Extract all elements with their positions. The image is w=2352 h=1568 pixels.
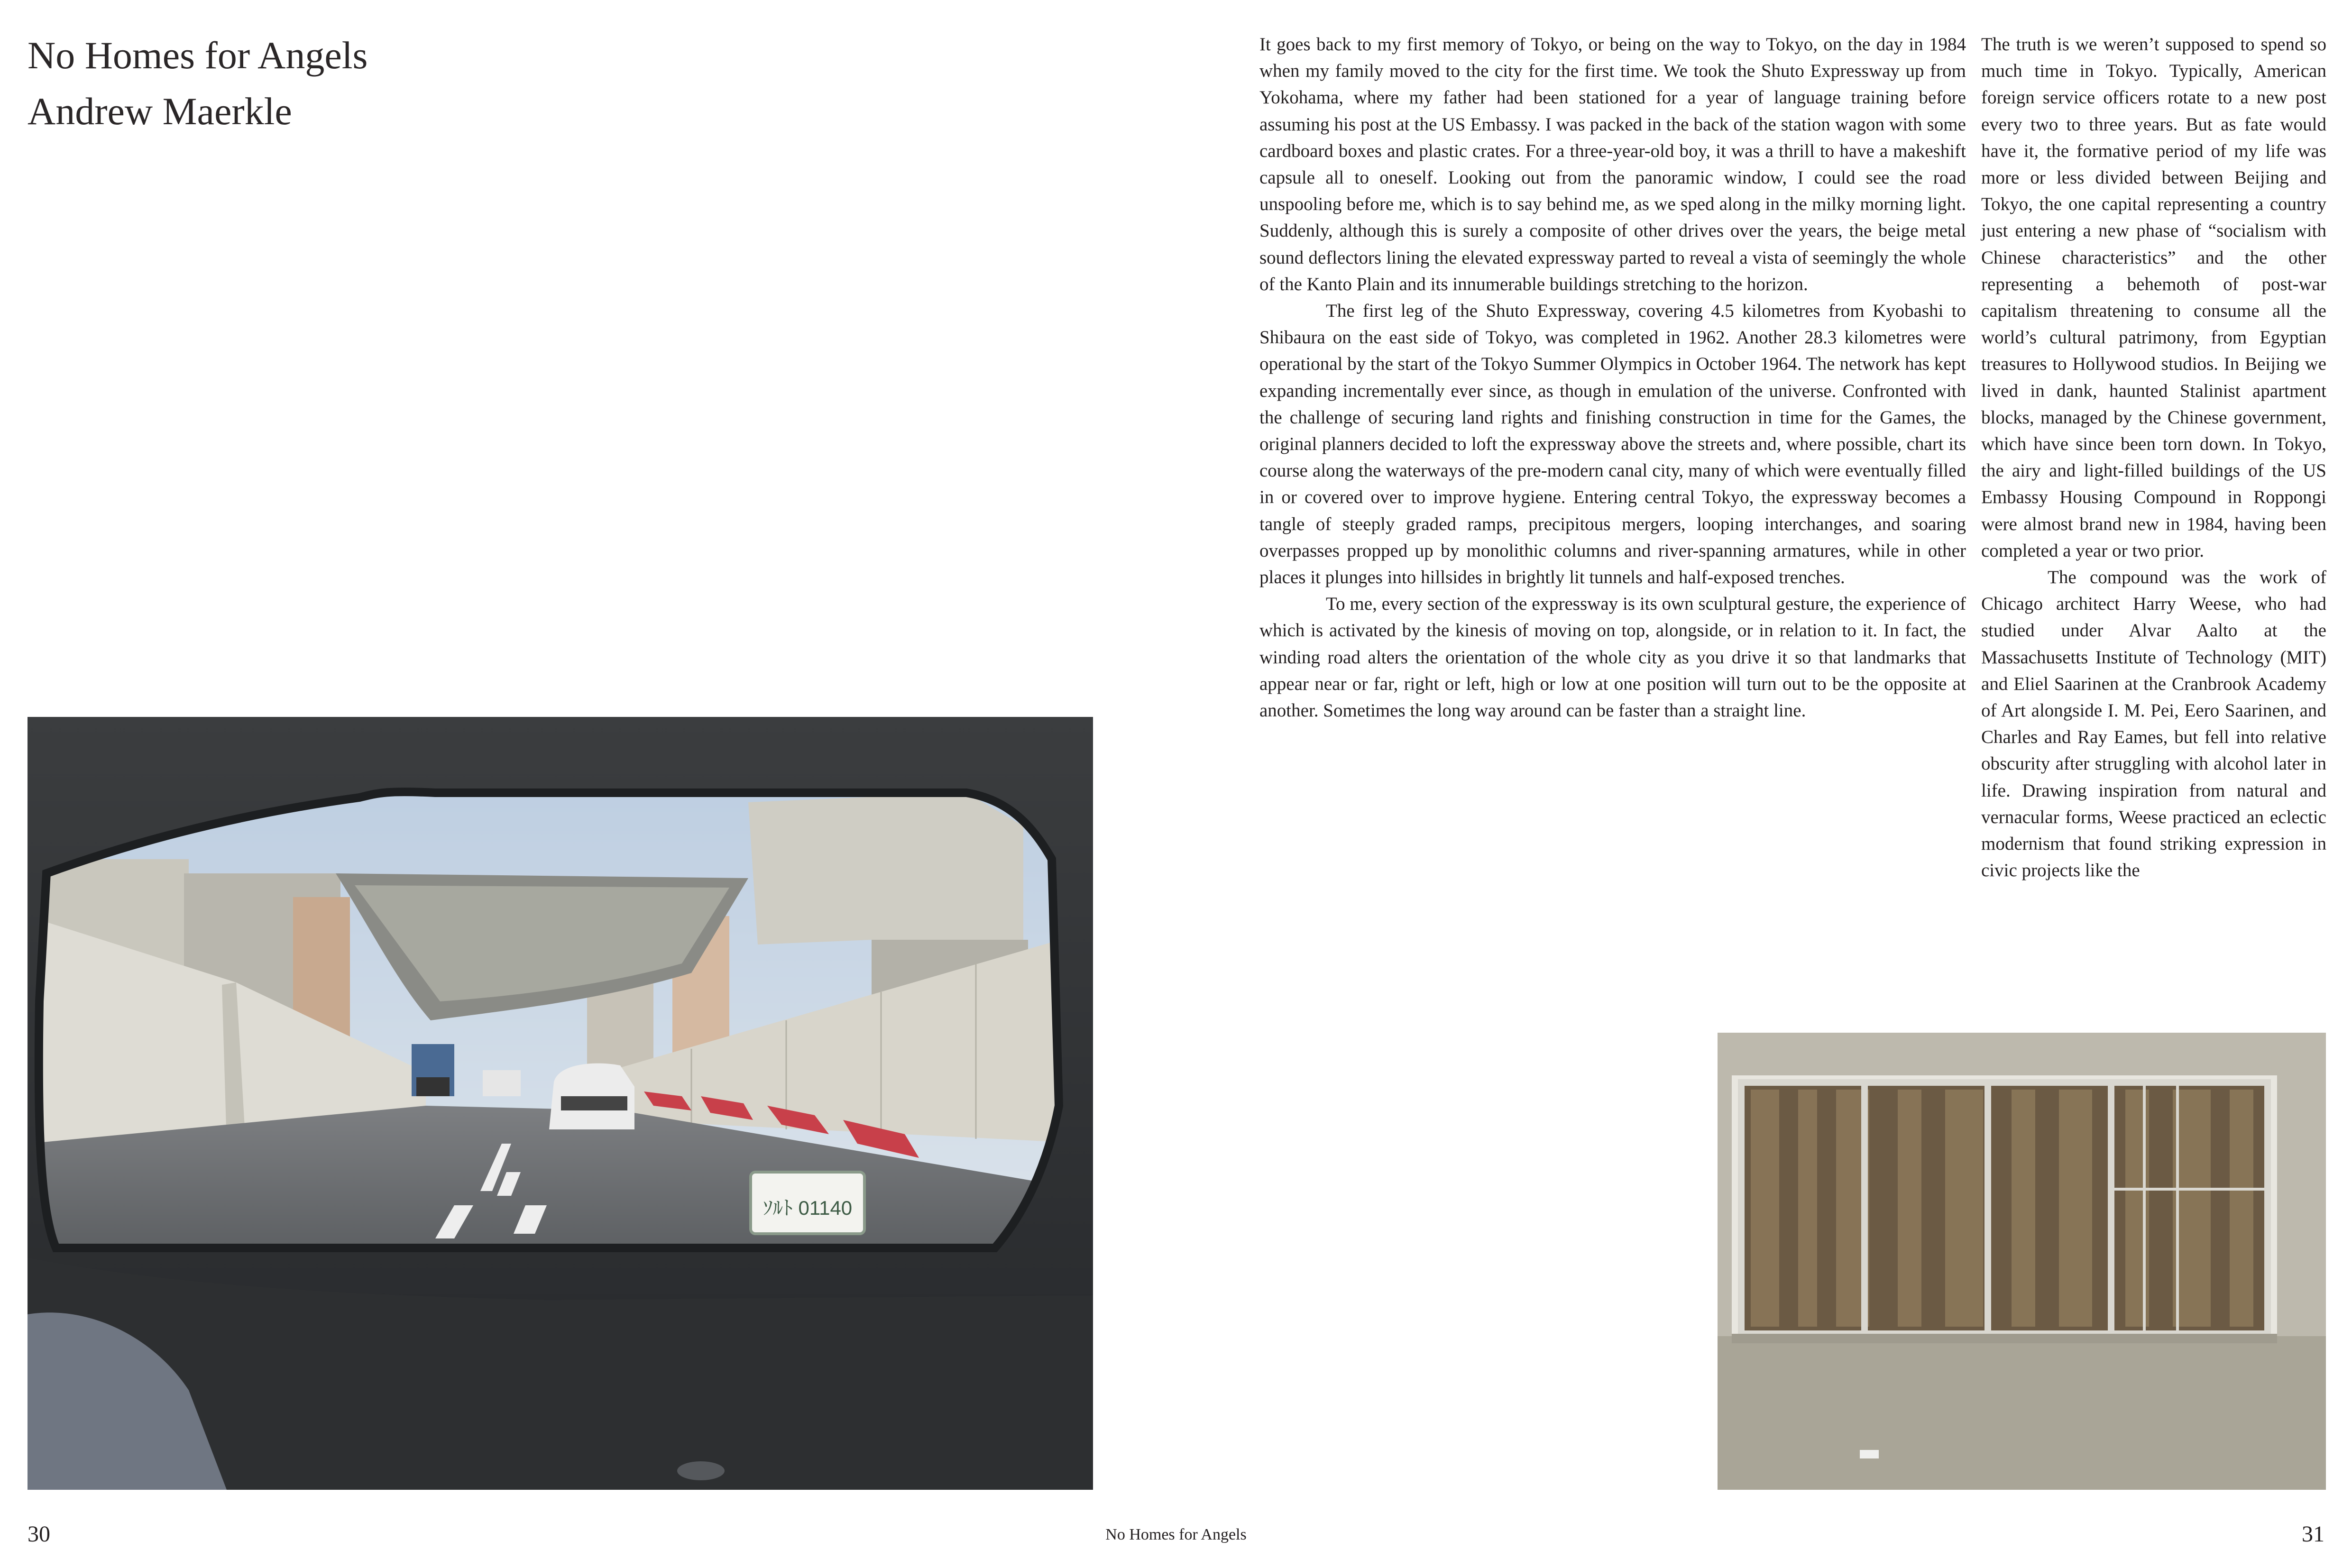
paragraph: It goes back to my first memory of Tokyo, or being on the way to Tokyo, on the day in 1984 when my family moved to the city for the first time. We took the Shuto Expressway up from Yokohama, where my father had been stationed for a year of language training before assuming his post at the US Embassy. I was packed in the back of the station wagon with some cardboard boxes and plastic crates. For a three-year-old boy, it was a thrill to have a makeshift capsule all to oneself. Looking out from the panoramic window, I could see the road unspooling before me, which is to say behind me, as we sped along in the milky morning light. Suddenly, although this is surely a composite of other drives over the years, the beige metal sound deflectors lining the elevated expressway parted to reveal a vista of seemingly the whole of the Kanto Plain and its innumerable buildings stretching to the horizon. bbox=[1259, 34, 1966, 294]
expressway-photo bbox=[28, 717, 1093, 1490]
body-column-right bbox=[1981, 31, 2326, 884]
page-number-left: 30 bbox=[28, 1522, 50, 1547]
article-author: Andrew Maerkle bbox=[28, 90, 292, 133]
reflected-license-plate: ｿﾙﾄ 01140 bbox=[763, 1197, 853, 1219]
article-title: No Homes for Angels bbox=[28, 34, 368, 77]
body-column-left bbox=[1259, 31, 1966, 724]
paragraph: The truth is we weren’t supposed to spend so much time in Tokyo. Typically, American foreign service officers rotate to a new post every two to three years. But as fate would have it, the formative period of my life was more or less divided between Beijing and Tokyo, the one capital representing a country just entering a new phase of “socialism with Chinese characteristics” and the other representing a behemoth of post-war capitalism threatening to consume all the world’s cultural patrimony, from Egyptian treasures to Hollywood studios. In Beijing we lived in dank, haunted Stalinist apartment blocks, managed by the Chinese government, which have since been torn down. In Tokyo, the airy and light-filled buildings of the US Embassy Housing Compound in Roppongi were almost brand new in 1984, having been completed a year or two prior. bbox=[1981, 34, 2326, 561]
window-photo bbox=[1718, 1033, 2326, 1490]
paragraph: The compound was the work of Chicago architect Harry Weese, who had studied under Alvar Aalto at the Massachusetts Institute of Technology (MIT) and Eliel Saarinen at the Cranbrook Academy of Art alongside I. M. Pei, Eero Saarinen, and Charles and Ray Eames, but fell into relative obscurity after struggling with alcohol later in life. Drawing inspiration from natural and vernacular forms, Weese practiced an eclectic modernism that found striking expression in civic projects like the bbox=[1981, 567, 2326, 881]
paragraph: To me, every section of the expressway is its own sculptural gesture, the experience of which is activated by the kinesis of moving on top, alongside, or in relation to it. In fact, the winding road alters the orientation of the whole city as you drive it so that landmarks that appear near or far, right or left, high or low at one position will turn out to be the opposite at another. Sometimes the long way around can be faster than a straight line. bbox=[1259, 594, 1966, 721]
paragraph: The first leg of the Shuto Expressway, covering 4.5 kilometres from Kyobashi to Shibaura on the east side of Tokyo, was completed in 1962. Another 28.3 kilometres were operational by the start of the Tokyo Summer Olympics in October 1964. The network has kept expanding incrementally ever since, as though in emulation of the universe. Confronted with the challenge of securing land rights and finishing construction in time for the Games, the original planners decided to loft the expressway above the streets and, where possible, chart its course along the waterways of the pre-modern canal city, many of which were eventually filled in or covered over to improve hygiene. Entering central Tokyo, the expressway becomes a tangle of steeply graded ramps, precipitous mergers, looping interchanges, and soaring overpasses propped up by monolithic columns and river-spanning armatures, while in other places it plunges into hillsides in brightly lit tunnels and half-exposed trenches. bbox=[1259, 301, 1966, 588]
article-header bbox=[28, 28, 368, 139]
running-title: No Homes for Angels bbox=[1105, 1526, 1247, 1543]
page-number-right: 31 bbox=[2302, 1522, 2324, 1547]
